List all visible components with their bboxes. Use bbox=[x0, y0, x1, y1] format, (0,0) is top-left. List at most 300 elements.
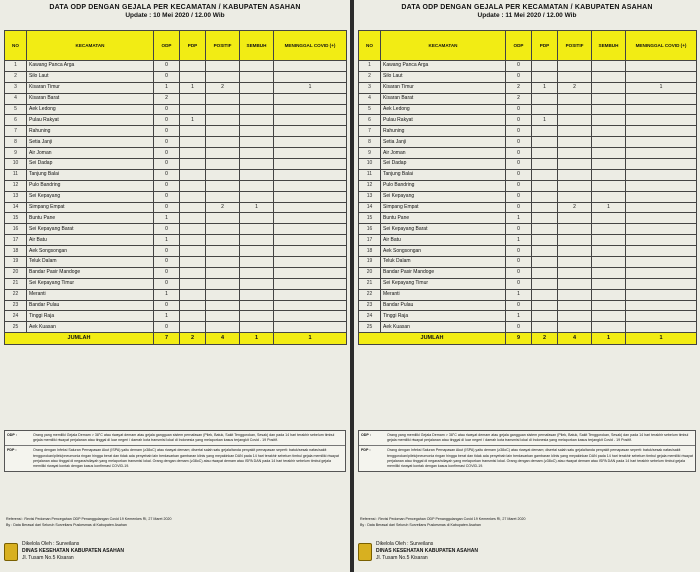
table-row bbox=[5, 169, 347, 180]
table-cell: Pulau Rakyat bbox=[381, 115, 506, 126]
table-cell: 12 bbox=[5, 180, 27, 191]
table-row bbox=[5, 71, 347, 82]
table-cell bbox=[592, 169, 626, 180]
table-cell bbox=[180, 169, 206, 180]
odp-text: Orang yang memiliki Gejala Demam > 38°C atau riwayat demam atau gejala gangguan sistem pernafasan (Pilek, Batuk, Sakit Tenggorokan, Sesak) dan pada 14 hari terakhir sebelum timbul gejala memiliki riwayat perjalanan atau tinggal di luar negeri / daerah kota transmisi lokal di Indonesia yang melaporkan kasus terjangkit Covid - 19 Positif. bbox=[387, 433, 689, 443]
column-header: ODP bbox=[154, 31, 180, 61]
pdp-text: Orang dengan Infeksi Saluran Pernapasan Akut (ISPA) yaitu demam (≥38oC) atau riwayat demam; disertai salah satu gejala/tanda penyakit pernapasan seperti: batuk/sesak nafas/sakit tenggorokan/pilek/pneumonia ringan hingga berat dan tidak ada penyebab lain berdasarkan gambaran klinis yang meyakinkan DAN pada 14 hari terakhir sebelum timbul gejala memiliki riwayat perjalanan atau tinggal di negara/wilayah yang melaporkan transmisi lokal. Orang dengan demam (≥38oC) atau riwayat demam atau ISPA DAN pada 14 hari terakhir sebelum timbul gejala memiliki riwayat kontak dengan kasus konfirmasi COVID-19. bbox=[387, 448, 693, 469]
table-cell: 9 bbox=[359, 148, 381, 159]
table-cell: 11 bbox=[359, 169, 381, 180]
table-row bbox=[359, 93, 697, 104]
signature-block bbox=[4, 541, 124, 562]
table-cell bbox=[180, 71, 206, 82]
table-cell: 0 bbox=[506, 159, 532, 170]
table-cell: Meranti bbox=[27, 289, 154, 300]
table-cell bbox=[206, 126, 240, 137]
table-cell bbox=[558, 267, 592, 278]
table-cell bbox=[626, 322, 697, 333]
table-cell: 0 bbox=[506, 202, 532, 213]
table-cell bbox=[626, 300, 697, 311]
table-cell bbox=[592, 289, 626, 300]
total-cell: 9 bbox=[506, 333, 532, 345]
table-cell bbox=[558, 180, 592, 191]
table-row bbox=[5, 82, 347, 93]
table-cell: 1 bbox=[506, 311, 532, 322]
table-cell bbox=[274, 257, 347, 268]
table-cell: 3 bbox=[359, 82, 381, 93]
table-cell bbox=[592, 267, 626, 278]
total-cell: 2 bbox=[180, 333, 206, 345]
total-cell: 1 bbox=[274, 333, 347, 345]
total-cell: 2 bbox=[532, 333, 558, 345]
table-cell: 0 bbox=[506, 278, 532, 289]
table-cell bbox=[592, 71, 626, 82]
table-cell bbox=[274, 246, 347, 257]
table-cell: 4 bbox=[359, 93, 381, 104]
table-cell: 2 bbox=[558, 82, 592, 93]
table-cell bbox=[274, 137, 347, 148]
total-label: JUMLAH bbox=[359, 333, 506, 345]
table-cell: Aek Songsongan bbox=[381, 246, 506, 257]
table-cell bbox=[592, 126, 626, 137]
table-cell: 1 bbox=[240, 202, 274, 213]
table-cell bbox=[180, 235, 206, 246]
table-cell bbox=[274, 289, 347, 300]
table-cell bbox=[240, 246, 274, 257]
table-cell bbox=[592, 257, 626, 268]
table-cell: Sei Kepayang Barat bbox=[27, 224, 154, 235]
managed-by: Dikelola Oleh : Surveilans bbox=[22, 541, 80, 547]
table-cell: Rahuning bbox=[27, 126, 154, 137]
table-row bbox=[5, 300, 347, 311]
table-row bbox=[5, 180, 347, 191]
table-cell bbox=[626, 93, 697, 104]
table-cell: Sei Kepayang Barat bbox=[381, 224, 506, 235]
table-cell bbox=[558, 191, 592, 202]
table-cell bbox=[532, 169, 558, 180]
table-cell: 0 bbox=[154, 278, 180, 289]
table-cell bbox=[180, 104, 206, 115]
table-row bbox=[5, 148, 347, 159]
table-cell: 0 bbox=[154, 257, 180, 268]
table-cell: Buntu Pane bbox=[27, 213, 154, 224]
table-cell: 18 bbox=[359, 246, 381, 257]
pdp-text: Orang dengan Infeksi Saluran Pernapasan Akut (ISPA) yaitu demam (≥38oC) atau riwayat demam; disertai salah satu gejala/tanda penyakit pernapasan seperti: batuk/sesak nafas/sakit tenggorokan/pilek/pneumonia ringan hingga berat dan tidak ada penyebab lain berdasarkan gambaran klinis yang meyakinkan DAN pada 14 hari terakhir sebelum timbul gejala memiliki riwayat perjalanan atau tinggal di negara/wilayah yang melaporkan transmisi lokal. Orang dengan demam (≥38oC) atau riwayat demam atau ISPA DAN pada 14 hari terakhir sebelum timbul gejala memiliki riwayat kontak dengan kasus konfirmasi COVID-19. bbox=[33, 448, 339, 469]
table-cell: 13 bbox=[5, 191, 27, 202]
table-cell bbox=[274, 126, 347, 137]
table-cell bbox=[180, 300, 206, 311]
table-cell: Kisaran Barat bbox=[381, 93, 506, 104]
table-cell bbox=[206, 191, 240, 202]
table-cell bbox=[274, 224, 347, 235]
table-cell bbox=[206, 224, 240, 235]
table-cell bbox=[206, 148, 240, 159]
table-cell: 0 bbox=[506, 246, 532, 257]
table-cell: 1 bbox=[154, 213, 180, 224]
column-header: SEMBUH bbox=[240, 31, 274, 61]
table-row bbox=[359, 159, 697, 170]
table-cell bbox=[240, 289, 274, 300]
table-cell: 14 bbox=[5, 202, 27, 213]
table-cell bbox=[206, 71, 240, 82]
table-row bbox=[359, 311, 697, 322]
table-row bbox=[359, 115, 697, 126]
table-cell bbox=[558, 322, 592, 333]
table-cell bbox=[626, 191, 697, 202]
table-cell bbox=[180, 224, 206, 235]
table-cell bbox=[240, 115, 274, 126]
table-row bbox=[5, 322, 347, 333]
source-line: By : Data Berasal dari Seluruh Surveilans Puskesmas di Kabupaten Asahan bbox=[360, 523, 481, 527]
table-cell bbox=[274, 191, 347, 202]
table-cell: Air Batu bbox=[27, 235, 154, 246]
table-row bbox=[359, 169, 697, 180]
table-cell bbox=[240, 61, 274, 72]
managed-by: Dikelola Oleh : Surveilans bbox=[376, 541, 434, 547]
table-row bbox=[5, 202, 347, 213]
table-cell: Pulo Bandring bbox=[381, 180, 506, 191]
table-cell bbox=[240, 82, 274, 93]
table-cell: 0 bbox=[154, 322, 180, 333]
table-cell: 1 bbox=[592, 202, 626, 213]
table-cell bbox=[180, 202, 206, 213]
table-cell bbox=[206, 246, 240, 257]
update-date: Update : 11 Mei 2020 / 12.00 Wib bbox=[477, 12, 577, 19]
table-cell bbox=[626, 137, 697, 148]
table-cell: Simpang Empat bbox=[27, 202, 154, 213]
table-cell: 2 bbox=[206, 82, 240, 93]
table-cell bbox=[626, 257, 697, 268]
table-row bbox=[5, 213, 347, 224]
table-cell bbox=[532, 289, 558, 300]
agency-address: Jl. Tusam No.5 Kisaran bbox=[376, 555, 428, 561]
table-cell bbox=[180, 213, 206, 224]
table-cell bbox=[592, 191, 626, 202]
column-header: PDP bbox=[532, 31, 558, 61]
table-cell bbox=[180, 137, 206, 148]
table-cell bbox=[626, 126, 697, 137]
table-cell: 0 bbox=[506, 169, 532, 180]
table-cell: Sei Kepayang Timur bbox=[27, 278, 154, 289]
table-cell bbox=[240, 93, 274, 104]
table-row bbox=[5, 289, 347, 300]
table-cell bbox=[558, 278, 592, 289]
table-cell: 1 bbox=[626, 82, 697, 93]
table-cell: Simpang Empat bbox=[381, 202, 506, 213]
table-cell: Tanjung Balai bbox=[381, 169, 506, 180]
table-cell: Kawang Panca Arga bbox=[27, 61, 154, 72]
table-cell: 3 bbox=[5, 82, 27, 93]
table-cell: Sei Dadap bbox=[381, 159, 506, 170]
table-cell bbox=[532, 93, 558, 104]
table-row bbox=[5, 104, 347, 115]
table-row bbox=[359, 126, 697, 137]
total-cell: 4 bbox=[206, 333, 240, 345]
table-cell bbox=[274, 322, 347, 333]
report-title: DATA ODP DENGAN GEJALA PER KECAMATAN / KABUPATEN ASAHAN bbox=[49, 4, 301, 11]
table-cell: Kisaran Timur bbox=[381, 82, 506, 93]
column-header: POSITIF bbox=[206, 31, 240, 61]
table-cell bbox=[206, 235, 240, 246]
table-cell: 2 bbox=[5, 71, 27, 82]
table-cell bbox=[180, 148, 206, 159]
table-cell bbox=[240, 104, 274, 115]
table-cell: 6 bbox=[359, 115, 381, 126]
total-cell: 4 bbox=[558, 333, 592, 345]
table-row bbox=[359, 224, 697, 235]
table-cell: 4 bbox=[5, 93, 27, 104]
table-row bbox=[5, 267, 347, 278]
table-cell: 1 bbox=[506, 289, 532, 300]
table-cell: Kisaran Timur bbox=[27, 82, 154, 93]
table-cell bbox=[240, 159, 274, 170]
table-cell bbox=[274, 278, 347, 289]
table-cell: 12 bbox=[359, 180, 381, 191]
definitions-box bbox=[358, 430, 696, 472]
odp-table bbox=[4, 30, 347, 345]
table-cell bbox=[532, 180, 558, 191]
table-cell: 0 bbox=[154, 191, 180, 202]
table-row bbox=[359, 82, 697, 93]
table-cell bbox=[274, 93, 347, 104]
table-cell: Sei Dadap bbox=[27, 159, 154, 170]
table-cell: 0 bbox=[506, 126, 532, 137]
table-cell bbox=[558, 257, 592, 268]
table-cell bbox=[558, 61, 592, 72]
asahan-logo-icon bbox=[4, 543, 18, 561]
table-cell bbox=[532, 224, 558, 235]
table-cell bbox=[626, 278, 697, 289]
table-cell: 7 bbox=[359, 126, 381, 137]
table-cell: 20 bbox=[5, 267, 27, 278]
table-cell bbox=[206, 169, 240, 180]
table-cell bbox=[206, 115, 240, 126]
update-date: Update : 10 Mei 2020 / 12.00 Wib bbox=[125, 12, 225, 19]
table-cell: 0 bbox=[506, 191, 532, 202]
table-cell: 8 bbox=[5, 137, 27, 148]
table-row bbox=[359, 202, 697, 213]
table-cell bbox=[206, 93, 240, 104]
table-cell: Aek Ledong bbox=[27, 104, 154, 115]
table-cell bbox=[240, 148, 274, 159]
table-cell bbox=[206, 267, 240, 278]
source-line: By : Data Berasal dari Seluruh Surveilans Puskesmas di Kabupaten Asahan bbox=[6, 523, 127, 527]
table-row bbox=[359, 246, 697, 257]
table-row bbox=[359, 257, 697, 268]
table-cell bbox=[240, 267, 274, 278]
table-cell bbox=[592, 180, 626, 191]
table-row bbox=[359, 148, 697, 159]
table-cell bbox=[626, 148, 697, 159]
table-cell bbox=[532, 235, 558, 246]
table-row bbox=[5, 235, 347, 246]
table-cell bbox=[274, 115, 347, 126]
table-row bbox=[5, 246, 347, 257]
table-cell: Aek Kuasan bbox=[381, 322, 506, 333]
table-cell: 0 bbox=[506, 137, 532, 148]
table-cell: 17 bbox=[5, 235, 27, 246]
table-cell: Aek Kuasan bbox=[27, 322, 154, 333]
table-cell: 0 bbox=[154, 169, 180, 180]
table-cell bbox=[626, 246, 697, 257]
table-cell bbox=[274, 235, 347, 246]
table-cell: 0 bbox=[154, 267, 180, 278]
table-cell: Kawang Panca Arga bbox=[381, 61, 506, 72]
column-header: KECAMATAN bbox=[27, 31, 154, 61]
table-cell: 1 bbox=[532, 82, 558, 93]
odp-label: ODP : bbox=[7, 433, 17, 437]
table-row bbox=[359, 235, 697, 246]
table-cell: 2 bbox=[206, 202, 240, 213]
table-cell bbox=[532, 311, 558, 322]
table-cell bbox=[532, 104, 558, 115]
table-cell: Tinggi Raja bbox=[381, 311, 506, 322]
table-cell: 21 bbox=[5, 278, 27, 289]
table-cell: Sei Kepayang Timur bbox=[381, 278, 506, 289]
table-cell: 0 bbox=[154, 126, 180, 137]
table-cell bbox=[206, 257, 240, 268]
table-cell: Silo Laut bbox=[27, 71, 154, 82]
table-cell bbox=[180, 180, 206, 191]
odp-table bbox=[358, 30, 697, 345]
table-cell: 1 bbox=[180, 82, 206, 93]
table-cell bbox=[532, 71, 558, 82]
table-cell bbox=[274, 311, 347, 322]
pdp-label: PDP : bbox=[361, 448, 371, 453]
total-cell: 1 bbox=[240, 333, 274, 345]
table-cell bbox=[240, 322, 274, 333]
table-cell: 1 bbox=[5, 61, 27, 72]
table-cell bbox=[626, 71, 697, 82]
table-cell bbox=[592, 82, 626, 93]
total-label: JUMLAH bbox=[5, 333, 154, 345]
table-cell bbox=[274, 267, 347, 278]
table-cell: Tinggi Raja bbox=[27, 311, 154, 322]
table-cell: 1 bbox=[532, 115, 558, 126]
table-cell: 25 bbox=[5, 322, 27, 333]
column-header: KECAMATAN bbox=[381, 31, 506, 61]
table-row bbox=[359, 322, 697, 333]
table-row bbox=[5, 257, 347, 268]
table-cell: 0 bbox=[154, 246, 180, 257]
table-cell bbox=[240, 213, 274, 224]
table-cell: Aek Songsongan bbox=[27, 246, 154, 257]
table-cell bbox=[274, 169, 347, 180]
table-cell bbox=[532, 159, 558, 170]
table-cell: 24 bbox=[5, 311, 27, 322]
table-cell: 18 bbox=[5, 246, 27, 257]
table-cell: 0 bbox=[154, 104, 180, 115]
table-cell: 2 bbox=[154, 93, 180, 104]
table-cell bbox=[206, 322, 240, 333]
table-cell: 16 bbox=[359, 224, 381, 235]
table-cell: 16 bbox=[5, 224, 27, 235]
table-cell: Teluk Dalam bbox=[381, 257, 506, 268]
column-header: MENINGGAL COVID (+) bbox=[274, 31, 347, 61]
table-cell bbox=[558, 137, 592, 148]
table-cell: 8 bbox=[359, 137, 381, 148]
table-cell bbox=[592, 278, 626, 289]
table-cell bbox=[558, 213, 592, 224]
table-cell: 2 bbox=[359, 71, 381, 82]
table-cell: Sei Kepayang bbox=[381, 191, 506, 202]
column-header: MENINGGAL COVID (+) bbox=[626, 31, 697, 61]
table-cell bbox=[180, 278, 206, 289]
table-cell bbox=[558, 71, 592, 82]
agency-address: Jl. Tusam No.5 Kisaran bbox=[22, 555, 74, 561]
table-cell bbox=[532, 246, 558, 257]
table-cell bbox=[180, 246, 206, 257]
table-cell bbox=[180, 61, 206, 72]
table-cell bbox=[180, 257, 206, 268]
table-cell: Air Joman bbox=[381, 148, 506, 159]
table-cell bbox=[274, 148, 347, 159]
table-cell: 0 bbox=[506, 300, 532, 311]
table-cell: 1 bbox=[154, 311, 180, 322]
table-cell: 2 bbox=[558, 202, 592, 213]
table-cell bbox=[626, 224, 697, 235]
table-cell bbox=[180, 159, 206, 170]
table-cell bbox=[592, 115, 626, 126]
table-cell: Meranti bbox=[381, 289, 506, 300]
column-header: POSITIF bbox=[558, 31, 592, 61]
total-row bbox=[5, 333, 347, 345]
table-cell: 0 bbox=[154, 224, 180, 235]
table-cell bbox=[626, 104, 697, 115]
table-cell bbox=[274, 159, 347, 170]
column-header: SEMBUH bbox=[592, 31, 626, 61]
table-cell bbox=[558, 300, 592, 311]
table-cell bbox=[532, 191, 558, 202]
table-cell bbox=[558, 93, 592, 104]
table-cell: 0 bbox=[506, 61, 532, 72]
table-cell bbox=[240, 278, 274, 289]
table-cell bbox=[240, 235, 274, 246]
table-cell: 0 bbox=[154, 159, 180, 170]
table-header-row bbox=[359, 31, 697, 61]
table-cell: Bandar Pulau bbox=[381, 300, 506, 311]
table-cell bbox=[558, 104, 592, 115]
table-cell: 25 bbox=[359, 322, 381, 333]
column-header: NO bbox=[5, 31, 27, 61]
right-report-panel bbox=[354, 0, 700, 572]
table-cell: 7 bbox=[5, 126, 27, 137]
table-cell: 0 bbox=[506, 267, 532, 278]
table-cell: 0 bbox=[506, 224, 532, 235]
table-cell: 21 bbox=[359, 278, 381, 289]
table-cell bbox=[626, 202, 697, 213]
table-row bbox=[5, 61, 347, 72]
table-cell bbox=[206, 159, 240, 170]
table-cell bbox=[626, 289, 697, 300]
references bbox=[6, 516, 172, 528]
table-cell: 0 bbox=[506, 257, 532, 268]
table-cell: Air Batu bbox=[381, 235, 506, 246]
table-cell bbox=[626, 267, 697, 278]
table-cell bbox=[592, 137, 626, 148]
table-cell: 1 bbox=[359, 61, 381, 72]
table-cell: 2 bbox=[506, 82, 532, 93]
reference-line: Referensi : Revisi Pedoman Pencegahan ODP Penanggulangan Covid 19 Kemenkes RI, 27 Maret 2020 bbox=[6, 517, 172, 521]
signature-block bbox=[358, 541, 478, 562]
table-cell: 11 bbox=[5, 169, 27, 180]
table-row bbox=[5, 191, 347, 202]
table-cell bbox=[626, 159, 697, 170]
table-row bbox=[5, 126, 347, 137]
table-cell bbox=[180, 322, 206, 333]
table-cell bbox=[240, 191, 274, 202]
table-row bbox=[359, 300, 697, 311]
